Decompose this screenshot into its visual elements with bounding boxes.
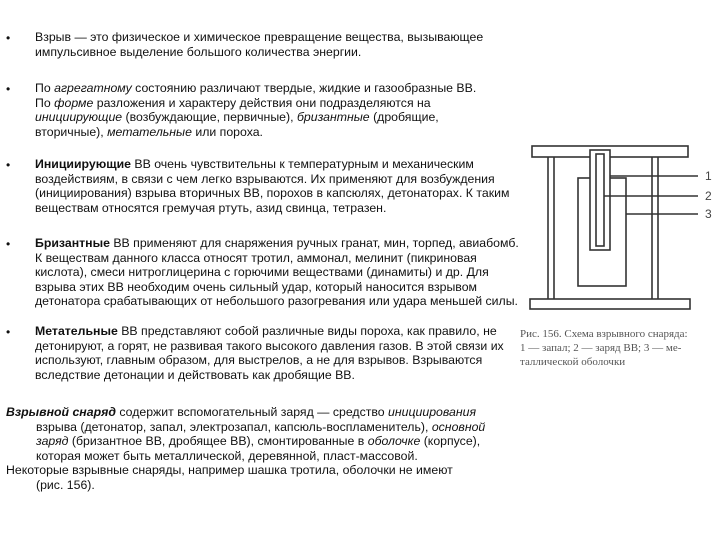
text: состоянию различают твердые, жидкие и газообразные ВВ. xyxy=(131,81,477,95)
label-2: 2 xyxy=(705,189,712,203)
bold-term: Инициирующие xyxy=(35,157,131,171)
figure-caption xyxy=(520,327,720,369)
italic-term: инициирования xyxy=(388,405,477,419)
italic-term: инициирующие xyxy=(35,110,123,125)
paragraph-classification xyxy=(35,81,525,139)
caption-line: 1 — запал; 2 — заряд ВВ; 3 — ме- xyxy=(520,342,682,354)
projectile-line: (рис. 156). xyxy=(36,477,95,492)
bullet-marker: • xyxy=(6,325,11,339)
text: вторичные), xyxy=(35,124,108,139)
caption-line: таллической оболочки xyxy=(520,356,626,368)
paragraph-projectile xyxy=(6,405,526,493)
paragraph-explosion-definition: Взрыв — это физическое и химическое превращение вещества, вызывающее импульсивное выделение большого количества энергии. xyxy=(35,30,484,59)
italic-term: заряд xyxy=(36,434,69,449)
text: По xyxy=(35,81,55,95)
paragraph-initiating xyxy=(35,157,525,215)
italic-term: оболочке xyxy=(367,434,421,449)
text: содержит вспомогательный заряд — средство xyxy=(115,405,389,419)
text: По xyxy=(35,95,55,110)
caption-line: Рис. 156. Схема взрывного снаряда: xyxy=(520,328,688,340)
bullet-marker: • xyxy=(6,158,11,172)
text: ВВ очень чувствительны к температурным и механическим воздействиям, в связи с чем легко взрываются. Их применяют для возбуждения (инициирования) взрыва вторичных ВВ, порохов в капсюлях, детонаторах. К таким веществам относятся гремучая ртуть, азид свинца, тетразен. xyxy=(35,157,510,215)
italic-term: форме xyxy=(54,95,94,110)
text: (бризантное ВВ, дробящее ВВ), смонтированные в xyxy=(68,434,368,449)
italic-term: основной xyxy=(431,419,486,434)
text: (возбуждающие, первичные), xyxy=(122,110,297,125)
italic-term: агрегатному xyxy=(54,81,132,95)
italic-term: метательные xyxy=(107,124,192,139)
bottom-plate xyxy=(530,299,690,309)
bold-term: Метательные xyxy=(35,324,118,338)
text: ВВ представляют собой различные виды пороха, как правило, не детонируют, а горят, не развивая такого высокого давления газов. В этой связи их используют, главным образом, для выстрелов, а не для взрывов. Взрываются вследствие детонации и действовать как дробящие ВВ. xyxy=(35,324,504,382)
bullet-marker: • xyxy=(6,31,11,45)
projectile-line xyxy=(6,434,526,449)
detonator-inner xyxy=(596,154,604,246)
text: взрыва (детонатор, запал, электрозапал, капсюль-воспламенитель), xyxy=(36,419,432,434)
bullet-marker: • xyxy=(6,82,11,96)
paragraph-brisant xyxy=(35,236,525,309)
projectile-line xyxy=(6,405,526,420)
text: ВВ применяют для снаряжения ручных гранат, мин, торпед, авиабомб. К веществам данного класса относят тротил, аммонал, мелинит (пикриновая кислота), смеси нитроглицерина с горючими веществами (динамиты) и др. Для взрыва этих ВВ необходим очень сильный удар, который наносится взрывом детонатора срабатывающих от небольшого разогревания или удара меньшей силы. xyxy=(35,236,519,309)
projectile-line: которая может быть металлической, деревянной, пласт-массовой. xyxy=(36,448,418,463)
bold-term: Бризантные xyxy=(35,236,110,250)
italic-term: бризантные xyxy=(296,110,370,125)
label-3: 3 xyxy=(705,207,712,221)
projectile-line xyxy=(6,420,526,435)
label-1: 1 xyxy=(705,169,712,183)
bullet-marker: • xyxy=(6,237,11,251)
text: или пороха. xyxy=(191,124,263,139)
text: (дробящие, xyxy=(369,110,439,125)
text: разложения и характеру действия они подразделяются на xyxy=(93,95,431,110)
projectile-line: Некоторые взрывные снаряды, например шашка тротила, оболочки не имеют xyxy=(6,463,453,478)
paragraph-propellant xyxy=(35,324,525,382)
bold-italic-term: Взрывной снаряд xyxy=(6,405,116,419)
text: (корпусе), xyxy=(420,434,481,449)
